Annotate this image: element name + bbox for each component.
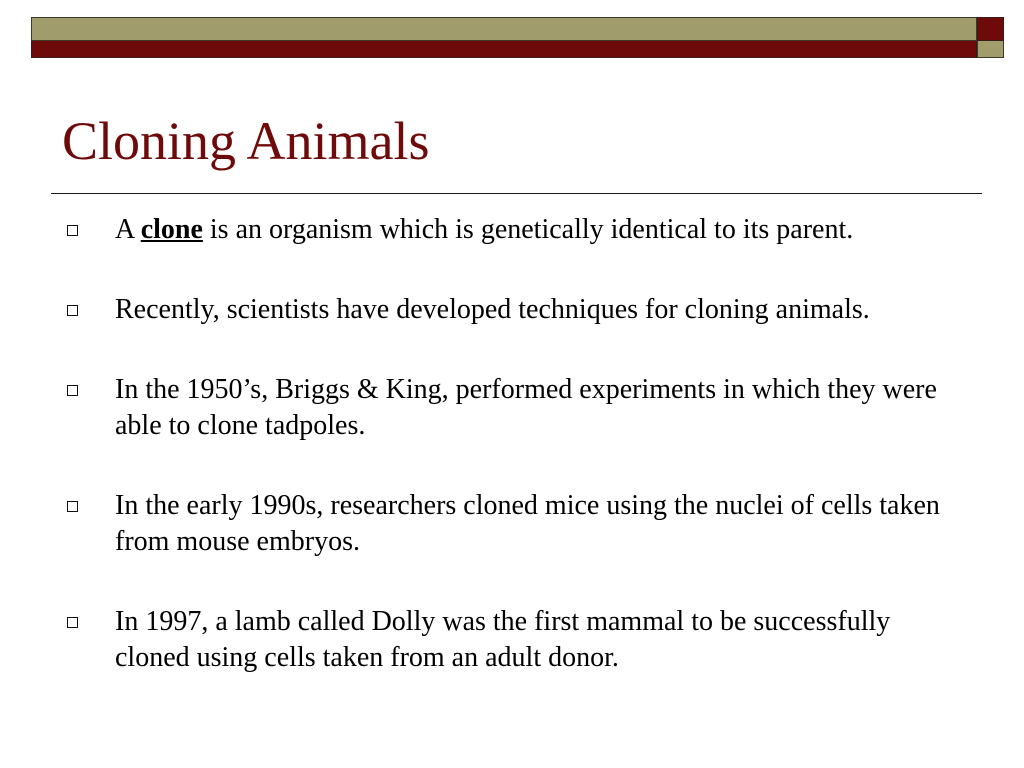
bullet-item-dolly xyxy=(62,604,942,676)
bullet-list xyxy=(62,212,942,676)
title-divider xyxy=(51,193,982,194)
header-corner-olive xyxy=(977,41,1004,58)
bullet-item-recent-techniques xyxy=(62,292,942,328)
bullet-item-cloned-mice xyxy=(62,488,942,560)
bullet-text: is an organism which is genetically identical to its parent. xyxy=(202,214,854,245)
bullet-text: In 1997, a lamb called Dolly was the first mammal to be successfully cloned using cells taken from an adult donor. xyxy=(115,606,891,673)
bullet-text: Recently, scientists have developed techniques for cloning animals. xyxy=(115,294,870,325)
hollow-square-icon xyxy=(67,385,78,396)
header-band-maroon xyxy=(31,41,977,58)
header-band-olive xyxy=(31,17,977,41)
hollow-square-icon xyxy=(67,225,78,236)
bullet-term-clone: clone xyxy=(140,214,203,245)
bullet-item-briggs-king xyxy=(62,372,942,444)
slide-title: Cloning Animals xyxy=(62,111,430,171)
bullet-text: In the 1950’s, Briggs & King, performed experiments in which they were able to clone tadpoles. xyxy=(115,374,937,441)
header-corner-maroon xyxy=(977,17,1004,41)
hollow-square-icon xyxy=(67,501,78,512)
bullet-item-clone-definition xyxy=(62,212,942,248)
hollow-square-icon xyxy=(67,305,78,316)
hollow-square-icon xyxy=(67,617,78,628)
bullet-text: In the early 1990s, researchers cloned mice using the nuclei of cells taken from mouse embryos. xyxy=(115,490,940,557)
bullet-text-prefix: A xyxy=(115,214,141,245)
